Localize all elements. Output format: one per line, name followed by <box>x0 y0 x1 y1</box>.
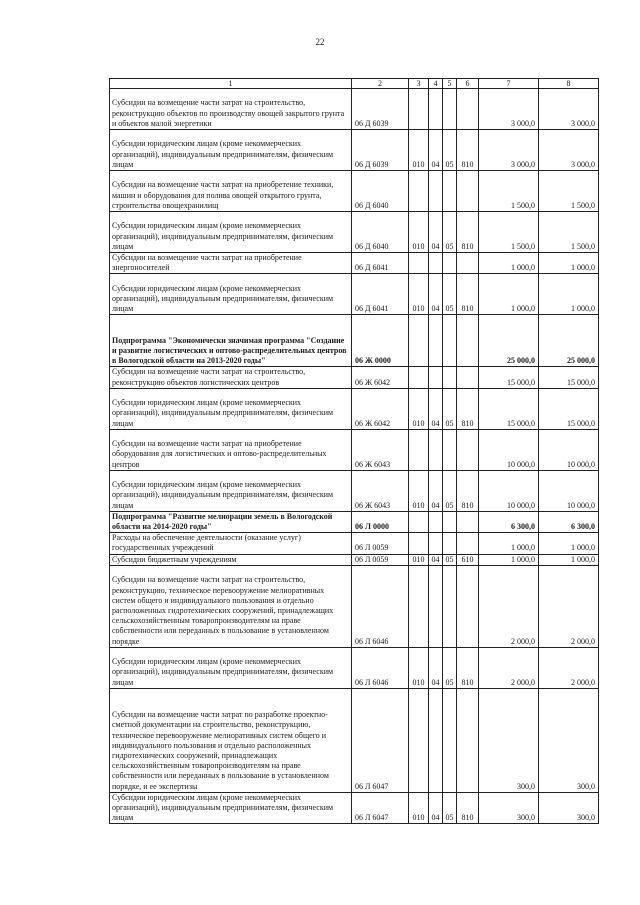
row-col6-cell: 610 <box>457 554 479 565</box>
row-col4-cell <box>429 533 443 554</box>
row-col5-cell <box>443 171 457 212</box>
row-code-cell: 06 Л 6046 <box>352 565 409 647</box>
row-value8-cell: 25 000,0 <box>539 315 599 367</box>
table-row <box>110 89 599 130</box>
row-value8-cell: 3 000,0 <box>539 130 599 171</box>
row-value7-cell: 15 000,0 <box>479 367 539 388</box>
row-col5-cell <box>443 315 457 367</box>
row-value7-cell: 300,0 <box>479 792 539 824</box>
row-code-cell: 06 Д 6040 <box>352 171 409 212</box>
table-row <box>110 792 599 824</box>
row-code-cell: 06 Л 6046 <box>352 647 409 688</box>
row-col5-cell <box>443 565 457 647</box>
row-col3-cell <box>409 533 429 554</box>
row-value8-cell: 10 000,0 <box>539 429 599 470</box>
row-name-cell: Субсидии на возмещение части затрат на приобретение оборудования для логистических и оптово-распределительных центров <box>110 429 352 470</box>
row-code-cell: 06 Ж 0000 <box>352 315 409 367</box>
row-col6-cell: 810 <box>457 792 479 824</box>
row-code-cell: 06 Ж 6043 <box>352 429 409 470</box>
row-value7-cell: 1 500,0 <box>479 212 539 253</box>
row-name-cell: Субсидии юридическим лицам (кроме некоммерческих организаций), индивидуальным предпринимателям, физическим лицам <box>110 792 352 824</box>
row-code-cell: 06 Л 0059 <box>352 533 409 554</box>
row-value7-cell: 1 500,0 <box>479 171 539 212</box>
row-col6-cell <box>457 429 479 470</box>
row-col5-cell <box>443 89 457 130</box>
row-col5-cell <box>443 429 457 470</box>
row-code-cell: 06 Ж 6043 <box>352 470 409 511</box>
column-header: 3 <box>409 79 429 89</box>
row-col4-cell: 04 <box>429 554 443 565</box>
table-row <box>110 533 599 554</box>
row-col3-cell <box>409 565 429 647</box>
row-col6-cell <box>457 89 479 130</box>
row-col6-cell: 810 <box>457 388 479 429</box>
table-row <box>110 315 599 367</box>
row-col4-cell: 04 <box>429 470 443 511</box>
row-col3-cell: 010 <box>409 130 429 171</box>
row-name-cell: Субсидии юридическим лицам (кроме некоммерческих организаций), индивидуальным предпринимателям, физическим лицам <box>110 274 352 315</box>
row-col3-cell <box>409 89 429 130</box>
row-name-cell: Расходы на обеспечение деятельности (оказание услуг) государственных учреждений <box>110 533 352 554</box>
row-value8-cell: 15 000,0 <box>539 367 599 388</box>
row-code-cell: 06 Д 6041 <box>352 274 409 315</box>
row-value8-cell: 2 000,0 <box>539 565 599 647</box>
row-col3-cell: 010 <box>409 554 429 565</box>
row-col5-cell <box>443 511 457 532</box>
row-code-cell: 06 Ж 6042 <box>352 388 409 429</box>
row-col3-cell: 010 <box>409 470 429 511</box>
row-col4-cell <box>429 565 443 647</box>
row-col5-cell: 05 <box>443 554 457 565</box>
row-value7-cell: 300,0 <box>479 688 539 792</box>
row-col3-cell <box>409 511 429 532</box>
row-value7-cell: 2 000,0 <box>479 565 539 647</box>
row-col3-cell <box>409 253 429 274</box>
row-col6-cell: 810 <box>457 470 479 511</box>
row-col5-cell: 05 <box>443 470 457 511</box>
column-header: 2 <box>352 79 409 89</box>
row-value7-cell: 2 000,0 <box>479 647 539 688</box>
row-col4-cell <box>429 367 443 388</box>
row-col4-cell <box>429 511 443 532</box>
row-col4-cell: 04 <box>429 274 443 315</box>
row-code-cell: 06 Л 0059 <box>352 554 409 565</box>
row-col3-cell <box>409 367 429 388</box>
row-col3-cell: 010 <box>409 212 429 253</box>
row-col4-cell <box>429 429 443 470</box>
row-col4-cell: 04 <box>429 212 443 253</box>
row-col4-cell <box>429 315 443 367</box>
row-name-cell: Субсидии юридическим лицам (кроме некоммерческих организаций), индивидуальным предпринимателям, физическим лицам <box>110 130 352 171</box>
row-col5-cell: 05 <box>443 130 457 171</box>
row-name-cell: Субсидии на возмещение части затрат на строительство, реконструкцию объектов логистических центров <box>110 367 352 388</box>
row-name-cell: Подпрограмма "Экономически значимая программа "Создание и развитие логистических и оптово-распределительных центров в Вологодской области на 2013-2020 годы" <box>110 315 352 367</box>
table-row <box>110 511 599 532</box>
table-row <box>110 565 599 647</box>
row-col3-cell: 010 <box>409 647 429 688</box>
row-col3-cell <box>409 171 429 212</box>
row-col6-cell: 810 <box>457 647 479 688</box>
row-value8-cell: 1 000,0 <box>539 533 599 554</box>
row-value7-cell: 1 000,0 <box>479 253 539 274</box>
row-value7-cell: 1 000,0 <box>479 533 539 554</box>
row-col4-cell <box>429 253 443 274</box>
row-name-cell: Субсидии на возмещение части затрат на строительство, реконструкцию объектов по производству овощей закрытого грунта и объектов малой энергетики <box>110 89 352 130</box>
row-name-cell: Субсидии на возмещение части затрат на приобретение энергоносителей <box>110 253 352 274</box>
row-col3-cell: 010 <box>409 792 429 824</box>
table-row <box>110 688 599 792</box>
column-header: 1 <box>110 79 352 89</box>
row-col6-cell <box>457 688 479 792</box>
row-value8-cell: 2 000,0 <box>539 647 599 688</box>
row-value7-cell: 1 000,0 <box>479 274 539 315</box>
column-header: 5 <box>443 79 457 89</box>
row-col5-cell <box>443 688 457 792</box>
row-col5-cell: 05 <box>443 647 457 688</box>
row-value8-cell: 1 500,0 <box>539 212 599 253</box>
row-col3-cell <box>409 688 429 792</box>
row-value7-cell: 10 000,0 <box>479 429 539 470</box>
row-col6-cell <box>457 533 479 554</box>
row-col5-cell: 05 <box>443 212 457 253</box>
row-col4-cell: 04 <box>429 792 443 824</box>
row-name-cell: Субсидии юридическим лицам (кроме некоммерческих организаций), индивидуальным предпринимателям, физическим лицам <box>110 212 352 253</box>
row-code-cell: 06 Л 6047 <box>352 688 409 792</box>
row-col5-cell <box>443 367 457 388</box>
row-col3-cell: 010 <box>409 274 429 315</box>
row-col5-cell: 05 <box>443 274 457 315</box>
row-value8-cell: 1 000,0 <box>539 554 599 565</box>
column-header: 4 <box>429 79 443 89</box>
row-col6-cell: 810 <box>457 274 479 315</box>
column-header: 7 <box>479 79 539 89</box>
row-name-cell: Субсидии на возмещение части затрат на строительство, реконструкцию, техническое перевооружение мелиоративных систем общего и индивидуального пользования и отдельно расположенных гидротехнических сооружений, принадлежащих сельскохозяйственным товаропроизводителям на праве собственности или переданных в пользование в установленном порядке <box>110 565 352 647</box>
row-col4-cell: 04 <box>429 647 443 688</box>
table-row <box>110 647 599 688</box>
row-col3-cell <box>409 429 429 470</box>
row-code-cell: 06 Л 0000 <box>352 511 409 532</box>
row-value7-cell: 3 000,0 <box>479 89 539 130</box>
row-value7-cell: 1 000,0 <box>479 554 539 565</box>
row-col4-cell <box>429 89 443 130</box>
table-row <box>110 171 599 212</box>
budget-table <box>109 78 599 824</box>
row-value8-cell: 1 500,0 <box>539 171 599 212</box>
row-col6-cell <box>457 565 479 647</box>
table-row <box>110 554 599 565</box>
row-code-cell: 06 Ж 6042 <box>352 367 409 388</box>
row-name-cell: Подпрограмма "Развитие мелиорации земель в Вологодской области на 2014-2020 годы" <box>110 511 352 532</box>
row-value8-cell: 300,0 <box>539 688 599 792</box>
row-value8-cell: 10 000,0 <box>539 470 599 511</box>
row-name-cell: Субсидии на возмещение части затрат по разработке проектно-сметной документации на строительство, реконструкцию, техническое перевооружение мелиоративных систем общего и индивидуального пользования и отдельно расположенных гидротехнических сооружений, принадлежащих сельскохозяйственным товаропроизводителям на праве собственности или переданных в пользование в установленном порядке, и ее экспертизы <box>110 688 352 792</box>
row-col4-cell: 04 <box>429 130 443 171</box>
page-number: 22 <box>315 37 325 47</box>
row-code-cell: 06 Л 6047 <box>352 792 409 824</box>
row-value7-cell: 15 000,0 <box>479 388 539 429</box>
table-row <box>110 253 599 274</box>
row-col6-cell <box>457 253 479 274</box>
row-col6-cell <box>457 315 479 367</box>
row-col3-cell: 010 <box>409 388 429 429</box>
column-header: 8 <box>539 79 599 89</box>
row-value8-cell: 300,0 <box>539 792 599 824</box>
row-code-cell: 06 Д 6041 <box>352 253 409 274</box>
table-row <box>110 367 599 388</box>
row-col6-cell: 810 <box>457 212 479 253</box>
row-code-cell: 06 Д 6039 <box>352 130 409 171</box>
row-col4-cell <box>429 688 443 792</box>
row-col4-cell: 04 <box>429 388 443 429</box>
row-name-cell: Субсидии юридическим лицам (кроме некоммерческих организаций), индивидуальным предпринимателям, физическим лицам <box>110 388 352 429</box>
row-value8-cell: 1 000,0 <box>539 274 599 315</box>
row-col6-cell <box>457 511 479 532</box>
row-name-cell: Субсидии на возмещение части затрат на приобретение техники, машин и оборудования для полива овощей открытого грунта, строительства овощехранилищ <box>110 171 352 212</box>
row-code-cell: 06 Д 6039 <box>352 89 409 130</box>
row-col5-cell: 05 <box>443 792 457 824</box>
row-col6-cell: 810 <box>457 130 479 171</box>
row-col5-cell <box>443 533 457 554</box>
row-col6-cell <box>457 171 479 212</box>
row-col5-cell: 05 <box>443 388 457 429</box>
row-value8-cell: 6 300,0 <box>539 511 599 532</box>
row-value8-cell: 3 000,0 <box>539 89 599 130</box>
table-row <box>110 388 599 429</box>
column-header: 6 <box>457 79 479 89</box>
row-value7-cell: 3 000,0 <box>479 130 539 171</box>
table-row <box>110 130 599 171</box>
table-header-row <box>110 79 599 89</box>
row-value7-cell: 25 000,0 <box>479 315 539 367</box>
table-row <box>110 470 599 511</box>
row-col4-cell <box>429 171 443 212</box>
row-name-cell: Субсидии юридическим лицам (кроме некоммерческих организаций), индивидуальным предпринимателям, физическим лицам <box>110 470 352 511</box>
table-row <box>110 429 599 470</box>
row-code-cell: 06 Д 6040 <box>352 212 409 253</box>
row-value8-cell: 15 000,0 <box>539 388 599 429</box>
row-col5-cell <box>443 253 457 274</box>
row-value7-cell: 6 300,0 <box>479 511 539 532</box>
row-col6-cell <box>457 367 479 388</box>
row-name-cell: Субсидии юридическим лицам (кроме некоммерческих организаций), индивидуальным предпринимателям, физическим лицам <box>110 647 352 688</box>
row-value8-cell: 1 000,0 <box>539 253 599 274</box>
table-row <box>110 274 599 315</box>
row-name-cell: Субсидии бюджетным учреждениям <box>110 554 352 565</box>
row-col3-cell <box>409 315 429 367</box>
row-value7-cell: 10 000,0 <box>479 470 539 511</box>
table-row <box>110 212 599 253</box>
